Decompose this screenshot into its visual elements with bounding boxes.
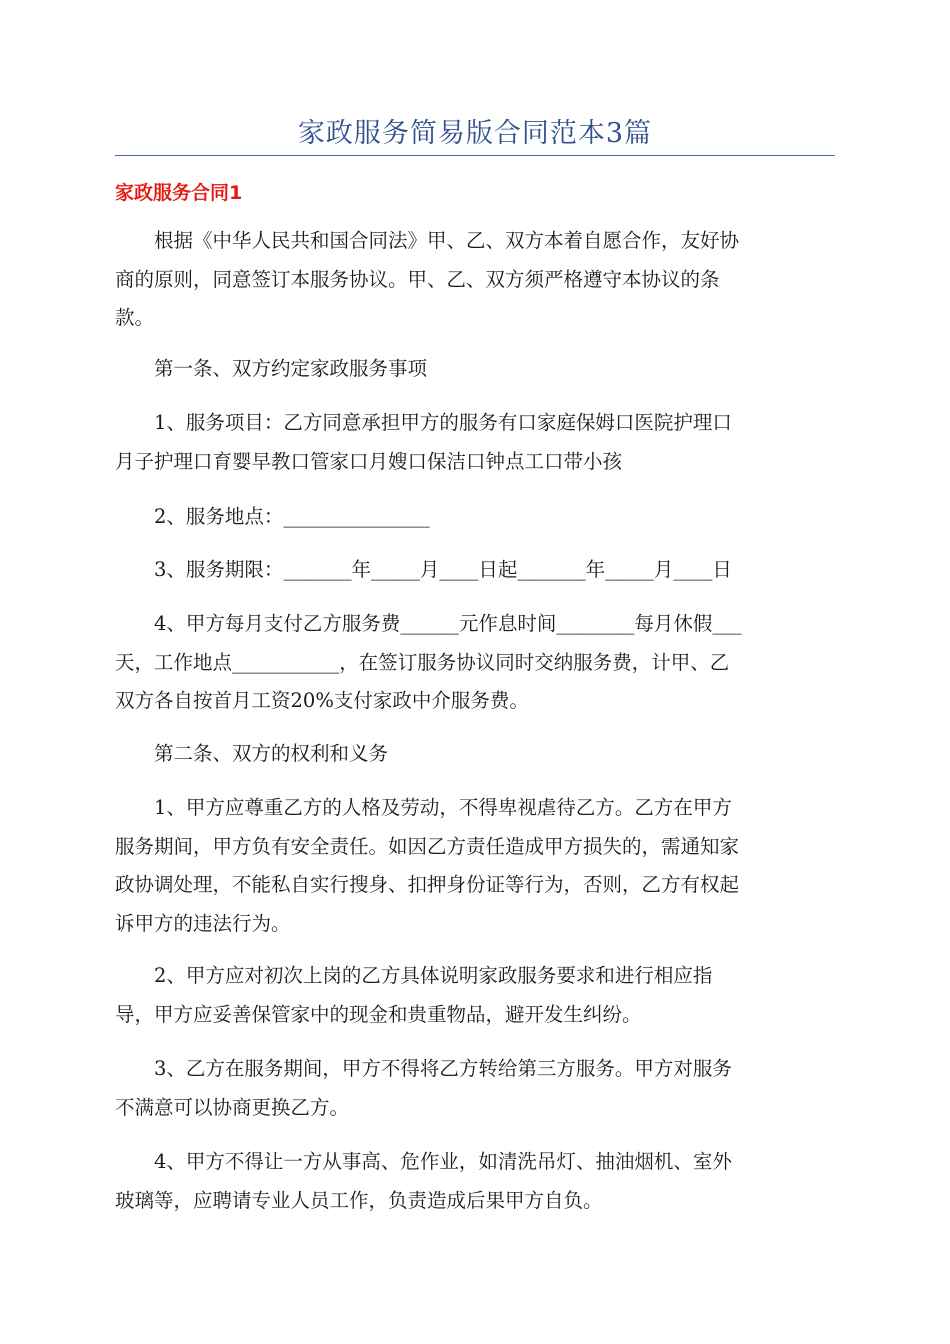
paragraph-line: 第二条、双方的权利和义务 bbox=[154, 742, 389, 765]
section-heading: 家政服务合同1 bbox=[115, 182, 243, 204]
paragraph-line: 1、服务项目：乙方同意承担甲方的服务有口家庭保姆口医院护理口 bbox=[154, 411, 732, 434]
paragraph-right-3 bbox=[115, 1050, 835, 1127]
paragraph-line: 3、乙方在服务期间，甲方不得将乙方转给第三方服务。甲方对服务 bbox=[154, 1057, 732, 1080]
paragraph-line: 不满意可以协商更换乙方。 bbox=[115, 1095, 350, 1119]
article-2-heading bbox=[115, 735, 835, 774]
paragraph-line: 政协调处理，不能私自实行搜身、扣押身份证等行为，否则，乙方有权起 bbox=[115, 873, 740, 896]
paragraph-service-fee bbox=[115, 605, 835, 721]
paragraph-line: 4、甲方每月支付乙方服务费______元作息时间________每月休假___ bbox=[154, 612, 742, 635]
paragraph-right-4 bbox=[115, 1143, 835, 1220]
paragraph-line: 天，工作地点___________，在签订服务协议同时交纳服务费，计甲、乙 bbox=[115, 650, 730, 674]
paragraph-line: 3、服务期限：_______年_____月____日起_______年_____月____日 bbox=[154, 558, 732, 581]
paragraph-service-location bbox=[115, 498, 835, 537]
paragraph-line: 导，甲方应妥善保管家中的现金和贵重物品，避开发生纠纷。 bbox=[115, 1002, 642, 1026]
paragraph-line: 月子护理口育婴早教口管家口月嫂口保洁口钟点工口带小孩 bbox=[115, 449, 623, 473]
paragraph-line: 第一条、双方约定家政服务事项 bbox=[154, 357, 428, 380]
paragraph-line: 2、服务地点：_______________ bbox=[154, 505, 430, 528]
article-1-heading bbox=[115, 350, 835, 389]
paragraph-line: 款。 bbox=[115, 306, 155, 329]
document-title: 家政服务简易版合同范本3篇 bbox=[297, 118, 653, 149]
paragraph-service-items bbox=[115, 404, 835, 481]
paragraph-right-1 bbox=[115, 789, 835, 943]
paragraph-line: 诉甲方的违法行为。 bbox=[115, 911, 291, 935]
paragraph-line: 玻璃等，应聘请专业人员工作，负责造成后果甲方自负。 bbox=[115, 1188, 603, 1212]
paragraph-line: 服务期间，甲方负有安全责任。如因乙方责任造成甲方损失的，需通知家 bbox=[115, 834, 740, 858]
paragraph-line: 2、甲方应对初次上岗的乙方具体说明家政服务要求和进行相应指 bbox=[154, 964, 713, 987]
paragraph-service-term bbox=[115, 551, 835, 590]
paragraph-line: 4、甲方不得让一方从事高、危作业，如清洗吊灯、抽油烟机、室外 bbox=[154, 1150, 732, 1173]
title-underline bbox=[115, 155, 835, 156]
paragraph-line: 1、甲方应尊重乙方的人格及劳动，不得卑视虐待乙方。乙方在甲方 bbox=[154, 796, 732, 819]
paragraph-line: 商的原则，同意签订本服务协议。甲、乙、双方须严格遵守本协议的条 bbox=[115, 267, 720, 291]
paragraph-line: 双方各自按首月工资20%支付家政中介服务费。 bbox=[115, 689, 529, 712]
paragraph-preamble bbox=[115, 222, 835, 338]
paragraph-right-2 bbox=[115, 957, 835, 1034]
paragraph-line: 根据《中华人民共和国合同法》甲、乙、双方本着自愿合作，友好协 bbox=[154, 229, 740, 252]
